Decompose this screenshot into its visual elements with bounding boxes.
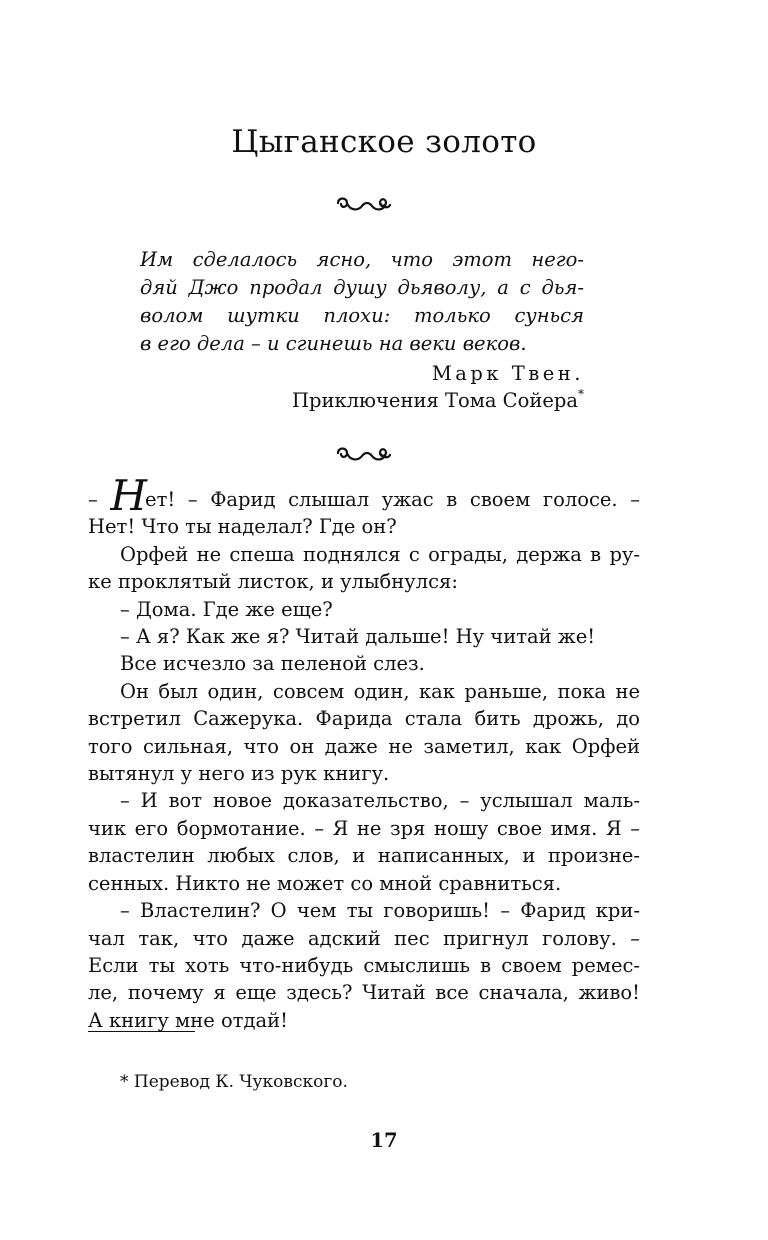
text-line: встретил Сажерука. Фарида стала бить дрожь, до [88, 707, 640, 731]
text-line: сенных. Никто не может со мной сравниться. [88, 871, 562, 895]
text-line: властелин любых слов, и написанных, и произне- [88, 844, 640, 868]
page-number: 17 [370, 1129, 398, 1152]
text-line: – И вот новое доказательство, – услышал маль- [120, 789, 640, 813]
flourish-icon [334, 445, 392, 467]
text-line: чал так, что даже адский пес пригнул голову. – [88, 926, 640, 950]
chapter-title: Цыганское золото [231, 124, 537, 160]
text-line: А книгу мне отдай! [88, 1008, 288, 1032]
drop-cap: Н [110, 471, 146, 520]
text-line: – Властелин? О чем ты говоришь! – Фарид кри- [120, 899, 640, 923]
text-line-rest: ет! – Фарид слышал ужас в своем голосе. – [145, 488, 640, 511]
text-line: чик его бормотание. – Я не зря ношу свое имя. Я – [88, 816, 640, 840]
body-text [88, 471, 640, 1034]
flourish-icon [334, 195, 392, 217]
epigraph-line: в его дела – и сгинешь на веки веков. [140, 332, 527, 355]
epigraph-line: дяй Джо продал душу дьяволу, а с дья- [140, 276, 584, 299]
text-line: вытянул у него из рук книгу. [88, 762, 390, 786]
text-line: ле, почему я еще здесь? Читай все сначала, живо! [88, 981, 640, 1005]
epigraph-source-title: Приключения Тома Сойера [291, 389, 578, 412]
text-line: Он был один, совсем один, как раньше, пока не [120, 679, 640, 703]
footnote: * Перевод К. Чуковского. [120, 1072, 348, 1092]
text-line: того сильная, что он даже не заметил, как Орфей [88, 734, 640, 758]
text-line: Орфей не спеша поднялся с ограды, держа в ру- [120, 542, 640, 566]
footnote-mark: * [578, 387, 584, 401]
epigraph [140, 246, 584, 358]
text-line: Нет! Что ты наделал? Где он? [88, 515, 397, 539]
epigraph-source [292, 389, 584, 412]
text-line: Все исчезло за пеленой слез. [120, 652, 425, 676]
text-line: ке проклятый листок, и улыбнулся: [88, 570, 458, 594]
epigraph-author: Марк Твен. [431, 362, 584, 385]
epigraph-line: Им сделалось ясно, что этот него- [140, 248, 584, 271]
text-line: – А я? Как же я? Читай дальше! Ну читай же! [120, 625, 596, 649]
epigraph-line: волом шутки плохи: только сунься [140, 304, 584, 327]
leading-dash: – [88, 488, 111, 511]
footnote-divider [88, 1031, 195, 1032]
text-line: Если ты хоть что-нибудь смыслишь в своем ремес- [88, 953, 640, 977]
text-line: – Дома. Где же еще? [120, 597, 333, 621]
text-line [88, 471, 640, 520]
